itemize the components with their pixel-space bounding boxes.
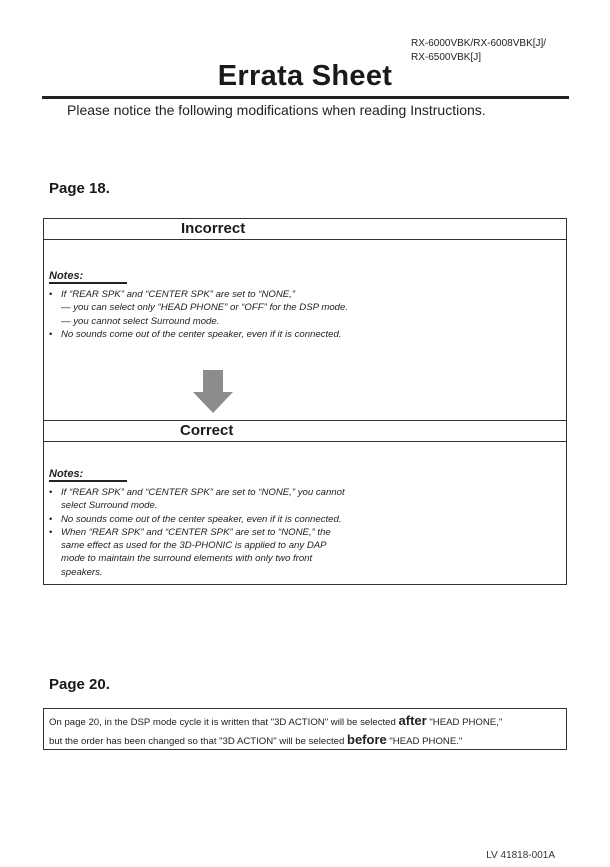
- correct-notes-list: [49, 486, 549, 579]
- page20-line-1: [49, 712, 561, 731]
- list-item-line: mode to maintain the surround elements with only two front: [61, 553, 313, 565]
- page20-line2-text: but the order has been changed so that "3D ACTION" will be selected: [49, 736, 347, 747]
- list-item: [49, 486, 549, 513]
- list-item: [49, 526, 549, 579]
- page20-line1-text: On page 20, in the DSP mode cycle it is written that "3D ACTION" will be selected: [49, 717, 399, 728]
- page20-line2-end: "HEAD PHONE.": [386, 736, 463, 747]
- correct-notes-underline: [49, 480, 127, 482]
- model-line-1: RX-6000VBK/RX-6008VBK[J]/: [411, 38, 547, 49]
- page20-line-2: [49, 731, 561, 750]
- list-item-line: When “REAR SPK” and “CENTER SPK” are set to “NONE,” the: [61, 526, 331, 538]
- correct-notes: [49, 468, 549, 579]
- emphasis-after: after: [398, 713, 427, 728]
- incorrect-notes-label: Notes:: [49, 270, 84, 282]
- correct-notes-label: Notes:: [49, 468, 84, 480]
- list-item-line: same effect as used for the 3D-PHONIC is applied to any DAP: [61, 540, 327, 552]
- emphasis-before: before: [347, 732, 387, 747]
- correct-header: Correct: [43, 421, 567, 442]
- list-item-line: If “REAR SPK” and “CENTER SPK” are set to “NONE,” you cannot: [61, 487, 345, 498]
- document-code: LV 41818-001A: [486, 850, 555, 861]
- title-underline: [42, 96, 569, 99]
- incorrect-notes: [49, 270, 549, 341]
- incorrect-header: Incorrect: [44, 219, 566, 240]
- list-item-line: speakers.: [61, 566, 103, 578]
- page-title: Errata Sheet: [217, 60, 393, 92]
- page20-heading: Page 20.: [49, 676, 110, 693]
- list-item: • No sounds come out of the center speaker, even if it is connected.: [49, 513, 549, 526]
- page20-line1-end: "HEAD PHONE,": [426, 717, 503, 728]
- list-item: — you can select only “HEAD PHONE” or “OFF” for the DSP mode.: [61, 302, 349, 314]
- list-item: • No sounds come out of the center speaker, even if it is connected.: [49, 328, 549, 341]
- model-line-2: RX-6500VBK[J]: [411, 52, 482, 63]
- incorrect-notes-underline: [49, 282, 127, 284]
- list-item: — you cannot select Surround mode.: [61, 315, 220, 327]
- list-item-line: select Surround mode.: [61, 500, 158, 512]
- page-subtitle: Please notice the following modifications when reading Instructions.: [67, 102, 486, 118]
- down-arrow-icon: [191, 370, 235, 414]
- page20-errata-box: [43, 708, 567, 750]
- list-item: • If “REAR SPK” and “CENTER SPK” are set to “NONE,”: [49, 288, 549, 301]
- incorrect-notes-list: [49, 288, 549, 341]
- page18-heading: Page 18.: [49, 180, 110, 197]
